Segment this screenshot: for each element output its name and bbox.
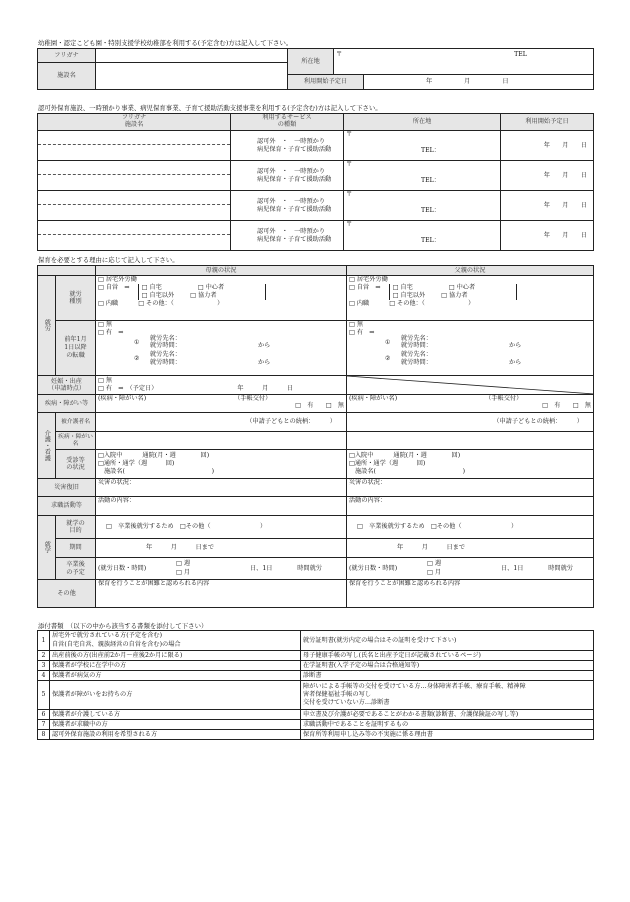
others-text: 保育を行うことが困難と認められる内容	[98, 580, 210, 587]
father-care-person[interactable]	[347, 413, 594, 432]
row-condition-2: 自営(自宅自営、親族経営の自営を含む)の場合	[52, 640, 181, 648]
row-document: 障がいによる手帳等の交付を受けている方…身体障害者手帳、療育手帳、精神障	[303, 682, 526, 690]
tel-label: TEL：	[421, 236, 440, 244]
day-hour-text: 日、1日 時間就労	[501, 564, 573, 572]
reason-table	[37, 265, 594, 608]
treatment-1: 受診等	[66, 456, 85, 464]
day-label: 日	[502, 78, 509, 86]
furigana-label: フリガナ	[38, 49, 96, 63]
disaster-status: 災害の状況：	[349, 479, 387, 486]
row-document: 在学証明書(入学予定の場合は合格通知等)	[301, 661, 594, 671]
father-pregnancy-na	[347, 376, 594, 395]
attachment-row	[38, 730, 594, 740]
mother-illness[interactable]	[96, 395, 347, 413]
prior-2: 1日以降	[64, 344, 87, 352]
illness-name: (疾病・障がい名)	[349, 395, 398, 402]
jobseek-label: 求職活動等	[38, 497, 96, 516]
col-facility: 施設名	[124, 121, 144, 128]
father-others[interactable]	[347, 580, 594, 608]
from-label: から	[258, 341, 271, 349]
pregnancy-1: 妊娠・出産	[51, 377, 82, 385]
service-line2: 病児保育・子育て援助活動	[257, 175, 332, 183]
service-line1: 認可外 ・ 一時預かり	[257, 137, 326, 145]
preg-none-checkbox[interactable]: □ 無	[98, 377, 113, 385]
kindergarten-table	[37, 48, 594, 90]
mother-after[interactable]	[96, 558, 347, 580]
unlicensed-row	[38, 221, 594, 251]
col-start: 利用開始予定日	[501, 114, 594, 131]
hours-label: 就労時間：	[401, 358, 432, 366]
row-document: 申立書及び介護が必要であることがわかる書類(診断書、介護保険証の写し等)	[301, 710, 594, 720]
care-label: 介護・看護	[38, 413, 56, 479]
mother-care-illness[interactable]	[96, 432, 347, 450]
employer-label: 就労先名：	[150, 350, 181, 358]
service-line2: 病児保育・子育て援助活動	[257, 205, 332, 213]
diagonal-line	[347, 376, 594, 394]
father-disaster[interactable]	[347, 479, 594, 497]
day-hour-text: 日、1日 時間就労	[250, 564, 322, 572]
father-work-type[interactable]	[347, 276, 594, 321]
month-checkbox[interactable]: □ 月	[427, 568, 442, 576]
attachment-row	[38, 681, 594, 710]
circle-2: ②	[385, 354, 391, 362]
unlicensed-row	[38, 191, 594, 221]
handbook-yn[interactable]: □ 有 □ 無	[295, 402, 344, 410]
mother-period[interactable]	[96, 539, 347, 558]
circle-2: ②	[134, 354, 140, 362]
facility-name-label: 施設名	[38, 63, 96, 90]
piecework-checkbox[interactable]: □ 内職	[98, 299, 119, 307]
employer-label: 就労先名：	[401, 350, 432, 358]
week-checkbox[interactable]: □ 週	[176, 559, 191, 567]
section3-heading: 保育を必要とする理由に応じて記入して下さい。	[38, 256, 179, 264]
illness-label: 疾病・障がい等	[38, 395, 96, 413]
service-type[interactable]	[231, 221, 344, 251]
attachment-row	[38, 710, 594, 720]
row-address-field[interactable]	[344, 131, 501, 161]
facility-name-field[interactable]	[96, 63, 288, 90]
mother-job-change[interactable]	[96, 321, 347, 376]
period-text: 年 月 日まで	[397, 544, 466, 552]
outpatient-label[interactable]: 通院(月・週 回)	[393, 452, 461, 460]
date-label: 年 月 日	[543, 171, 587, 179]
period-text: 年 月 日まで	[146, 544, 215, 552]
row-address-field[interactable]	[344, 221, 501, 251]
attachment-row	[38, 661, 594, 671]
row-number: 1	[38, 631, 50, 651]
from-label: から	[258, 358, 271, 366]
date-label: 年 月 日	[543, 231, 587, 239]
outpatient-label[interactable]: 通院(月・週 回)	[142, 452, 210, 460]
mother-study-purpose[interactable]	[96, 516, 347, 539]
purpose-2: 目的	[69, 527, 82, 534]
work-type-1: 就労	[69, 290, 82, 298]
service-line2: 病児保育・子育て援助活動	[257, 235, 332, 243]
row-date-field[interactable]	[501, 161, 594, 191]
start-date-field[interactable]	[364, 75, 594, 90]
hours-label: 就労時間：	[150, 358, 181, 366]
postal-mark: 〒	[346, 191, 353, 198]
postal-mark: 〒	[346, 131, 353, 138]
address-label: 所在地	[288, 49, 334, 75]
attachment-row	[38, 720, 594, 730]
unlicensed-row	[38, 161, 594, 191]
furigana-field[interactable]	[96, 49, 288, 63]
father-care-illness[interactable]	[347, 432, 594, 450]
row-address-field[interactable]	[344, 191, 501, 221]
row-document-3: 交付を受けていない方…診断書	[303, 699, 390, 707]
yes-checkbox[interactable]: □ 有 ⇒	[98, 328, 124, 336]
from-label: から	[509, 341, 522, 349]
after-text: (就労日数・時間)	[349, 564, 398, 572]
hospitalized-checkbox[interactable]: □入院中	[349, 452, 374, 460]
after-1: 卒業後	[66, 561, 85, 569]
row-condition: 出産前後の方(出産前2か月～産後2か月に限る)	[50, 651, 301, 661]
circle-1: ①	[385, 338, 391, 346]
home-checkbox[interactable]: □ 自宅	[141, 283, 162, 291]
attachment-row	[38, 631, 594, 651]
father-period[interactable]	[347, 539, 594, 558]
work-type-2: 種別	[69, 298, 82, 305]
facility-label: 施設名( )	[355, 467, 466, 475]
row-date-field[interactable]	[501, 131, 594, 161]
service-line1: 認可外 ・ 一時預かり	[257, 227, 326, 235]
month-checkbox[interactable]: □ 月	[176, 568, 191, 576]
father-job-change[interactable]	[347, 321, 594, 376]
service-line1: 認可外 ・ 一時預かり	[257, 167, 326, 175]
service-type[interactable]	[231, 191, 344, 221]
tel-label: TEL：	[421, 146, 440, 154]
father-after[interactable]	[347, 558, 594, 580]
service-line1: 認可外 ・ 一時預かり	[257, 197, 326, 205]
date-label: 年 月 日	[543, 141, 587, 149]
row-facility-field[interactable]	[38, 205, 230, 220]
row-number: 4	[38, 671, 50, 681]
period-label: 期間	[56, 539, 96, 558]
section4-heading: 添付書類 （以下の中から該当する書類を添付して下さい）	[38, 622, 208, 630]
section1-heading: 幼稚園・認定こども園・特別支援学校幼稚部を利用する(予定含む)方は記入して下さい。	[38, 39, 293, 47]
row-condition: 保護者が病気の方	[50, 671, 301, 681]
home-external-checkbox[interactable]: □ 居宅外労働	[98, 276, 137, 283]
row-condition: 居宅外で就労されている方(予定を含む)	[52, 632, 163, 640]
study-label: 就学	[38, 516, 56, 580]
employer-label: 就労先名：	[150, 334, 181, 342]
row-facility-field[interactable]	[38, 175, 230, 190]
father-treatment[interactable]	[347, 450, 594, 479]
attachment-row	[38, 671, 594, 681]
home-checkbox[interactable]: □ 自宅	[392, 283, 413, 291]
care-illness-label: 疾病・障がい名	[56, 432, 96, 450]
others-label: その他	[38, 580, 96, 608]
work-label: 就労	[38, 276, 56, 376]
mother-jobseek[interactable]	[96, 497, 347, 516]
father-jobseek[interactable]	[347, 497, 594, 516]
outside-home-checkbox[interactable]: □ 自宅以外	[141, 291, 175, 299]
row-document: 診断書	[301, 671, 594, 681]
none-checkbox[interactable]: □ 無	[98, 321, 113, 328]
after-2: の予定	[66, 568, 85, 576]
handbook-label: （手帳交付）	[234, 395, 272, 402]
piecework-checkbox[interactable]: □ 内職	[349, 299, 370, 307]
row-number: 7	[38, 720, 50, 730]
prior-3: の転職	[66, 351, 85, 359]
col-furigana: フリガナ	[121, 114, 147, 122]
year-label: 年	[426, 78, 433, 86]
treatment-2: の状況	[66, 464, 85, 471]
handbook-label: （手帳交付）	[485, 395, 523, 402]
after-text: (就労日数・時間)	[98, 564, 147, 572]
care-person-label: 被介護者名	[56, 413, 96, 432]
employer-label: 就労先名：	[401, 334, 432, 342]
other-checkbox[interactable]: □ その他：（ ）	[138, 299, 224, 307]
father-illness[interactable]	[347, 395, 594, 413]
pregnancy-2: （申請時点）	[47, 385, 86, 392]
mother-others[interactable]	[96, 580, 347, 608]
postal-mark: 〒	[346, 221, 353, 228]
col-service-2: の種類	[277, 121, 297, 128]
service-line2: 病児保育・子育て援助活動	[257, 145, 332, 153]
disaster-label: 災害復旧	[38, 479, 96, 497]
row-condition: 保護者が求職中の方	[50, 720, 301, 730]
activity-label: 活動の内容：	[98, 497, 136, 504]
cooperator-checkbox[interactable]: □ 協力者	[441, 291, 468, 299]
row-number: 2	[38, 651, 50, 661]
main-person-checkbox[interactable]: □ 中心者	[197, 283, 225, 291]
mother-work-type[interactable]	[96, 276, 347, 321]
postal-mark: 〒	[346, 161, 353, 168]
row-document: 母子健康手帳の写し(氏名と出産予定日が記載されているページ)	[301, 651, 594, 661]
attachment-row	[38, 651, 594, 661]
col-service-1: 利用するサービス	[262, 114, 312, 122]
row-address-field[interactable]	[344, 161, 501, 191]
home-external-checkbox[interactable]: □ 居宅外労働	[349, 276, 388, 283]
outside-home-checkbox[interactable]: □ 自宅以外	[392, 291, 426, 299]
purpose-text[interactable]: □ 卒業後就労するため □その他（ ）	[106, 523, 267, 531]
mother-header: 母親の状況	[96, 266, 347, 276]
row-number: 8	[38, 730, 50, 740]
tel-label: TEL：	[421, 206, 440, 214]
from-label: から	[509, 358, 522, 366]
mother-treatment[interactable]	[96, 450, 347, 479]
other-checkbox[interactable]: □ その他：（ ）	[389, 299, 475, 307]
row-document: 求職活動中であることを証明するもの	[301, 720, 594, 730]
row-date-field[interactable]	[501, 191, 594, 221]
postal-mark: 〒	[336, 51, 343, 58]
row-furigana-field[interactable]	[38, 221, 230, 235]
row-condition: 保護者が介護している方	[50, 710, 301, 720]
col-address: 所在地	[344, 114, 501, 131]
week-checkbox[interactable]: □ 週	[427, 559, 442, 567]
row-number: 3	[38, 661, 50, 671]
yes-checkbox[interactable]: □ 有 ⇒	[349, 328, 375, 336]
preg-date: 年 月 日	[237, 385, 294, 392]
row-facility-field[interactable]	[38, 235, 230, 250]
main-person-checkbox[interactable]: □ 中心者	[448, 283, 476, 291]
self-employed-checkbox[interactable]: □ 自営 ⇒	[349, 283, 381, 291]
circle-1: ①	[134, 338, 140, 346]
prior-1: 前年1月	[64, 336, 87, 344]
mother-disaster[interactable]	[96, 479, 347, 497]
row-furigana-field[interactable]	[38, 161, 230, 175]
relation-label: （申請子どもとの続柄： ）	[246, 418, 336, 426]
tel-label: TEL：	[421, 176, 440, 184]
activity-label: 活動の内容：	[349, 497, 387, 504]
handbook-yn[interactable]: □ 有 □ 無	[542, 402, 591, 410]
commute-checkbox[interactable]: □通所・通学（週 回)	[349, 460, 426, 468]
relation-label: （申請子どもとの続柄： ）	[493, 418, 583, 426]
start-date-label: 利用開始予定日	[288, 75, 364, 90]
row-document-2: 害者保健福祉手帳の写し	[303, 690, 372, 698]
address-field[interactable]	[334, 49, 594, 75]
disaster-status: 災害の状況：	[98, 479, 136, 486]
preg-yes-checkbox[interactable]: □ 有 ⇒ （予定日）	[98, 385, 158, 392]
section2-heading: 認可外保育施設、一時預かり事業、病児保育事業、子育て援助活動支援事業を利用する(予定含む)方は記入して下さい。	[38, 104, 382, 112]
service-type[interactable]	[231, 161, 344, 191]
row-furigana-field[interactable]	[38, 191, 230, 205]
row-document: 就労証明書(就労内定の場合はその証明を受けて下さい)	[301, 631, 594, 651]
none-checkbox[interactable]: □ 無	[349, 321, 364, 328]
hours-label: 就労時間：	[401, 341, 432, 349]
others-text: 保育を行うことが困難と認められる内容	[349, 580, 461, 587]
service-type[interactable]	[231, 131, 344, 161]
mother-care-person[interactable]	[96, 413, 347, 432]
row-date-field[interactable]	[501, 221, 594, 251]
row-condition: 認可外保育施設の利用を希望される方	[50, 730, 301, 740]
father-header: 父親の状況	[347, 266, 594, 276]
father-study-purpose[interactable]	[347, 516, 594, 539]
purpose-text[interactable]: □ 卒業後就労するため □その他（ ）	[357, 523, 518, 531]
row-document: 保育所等利用申し込み等の不実施に係る理由書	[301, 730, 594, 740]
facility-label: 施設名( )	[104, 467, 215, 475]
unlicensed-row	[38, 131, 594, 161]
row-condition: 保護者が障がいをお持ちの方	[50, 681, 301, 710]
commute-checkbox[interactable]: □通所・通学（週 回)	[98, 460, 175, 468]
row-number: 5	[38, 681, 50, 710]
attachments-table	[37, 630, 594, 740]
tel-label: TEL	[514, 51, 527, 58]
purpose-1: 就学の	[66, 519, 85, 527]
row-facility-field[interactable]	[38, 145, 230, 160]
mother-pregnancy[interactable]	[96, 376, 347, 395]
self-employed-checkbox[interactable]: □ 自営 ⇒	[98, 283, 130, 291]
cooperator-checkbox[interactable]: □ 協力者	[190, 291, 217, 299]
date-label: 年 月 日	[543, 201, 587, 209]
unlicensed-table	[37, 113, 594, 251]
illness-name: (疾病・障がい名)	[98, 395, 147, 402]
row-condition: 保護者が学校に在学中の方	[50, 661, 301, 671]
row-furigana-field[interactable]	[38, 131, 230, 145]
month-label: 月	[464, 78, 471, 86]
hours-label: 就労時間：	[150, 341, 181, 349]
row-number: 6	[38, 710, 50, 720]
hospitalized-checkbox[interactable]: □入院中	[98, 452, 123, 460]
